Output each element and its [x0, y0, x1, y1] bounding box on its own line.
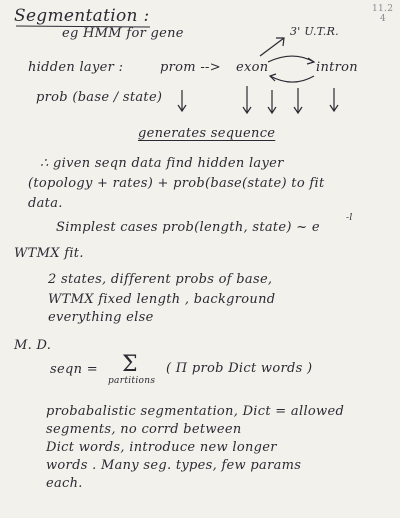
two-states-line: 2 states, different probs of base,	[48, 272, 273, 287]
utr-label: 3' U.T.R.	[290, 25, 339, 38]
exon-intron-arrow-icon	[268, 56, 314, 62]
exponent-label: -l	[346, 213, 353, 223]
page-number-top: 11.2	[372, 4, 394, 14]
pi-prob-expression: ( Π prob Dict words )	[166, 361, 313, 376]
hidden-layer-label: hidden layer :	[28, 60, 124, 75]
simplest-line: Simplest cases prob(length, state) ~ e	[56, 220, 320, 235]
intron-label: intron	[316, 60, 358, 75]
data-line: data.	[28, 196, 63, 211]
prob-base-state-line: prob (base / state)	[36, 90, 163, 105]
dict-words-line: Dict words, introduce new longer	[46, 440, 277, 455]
partitions-label: partitions	[108, 376, 156, 386]
eg-hmm-line: eg HMM for gene	[62, 26, 184, 41]
seqn-eq-label: seqn =	[50, 362, 98, 377]
page-title: Segmentation :	[14, 6, 150, 26]
prom-label: prom -->	[160, 60, 221, 75]
utr-arrow-icon	[260, 38, 284, 56]
given-line: ∴ given seqn data find hidden layer	[40, 156, 284, 171]
wtmx-fixed-line: WTMX fixed length , background	[48, 292, 276, 307]
exon-label: exon	[236, 60, 269, 75]
everything-else-line: everything else	[48, 310, 154, 325]
segments-line: segments, no corrd between	[46, 422, 242, 437]
sigma-symbol: Σ	[122, 352, 138, 377]
page-number: 4	[380, 14, 387, 24]
wtmx-fit-line: WTMX fit.	[14, 246, 84, 261]
generates-sequence-line: generates sequence	[138, 126, 276, 141]
md-label: M. D.	[14, 338, 52, 353]
each-line: each.	[46, 476, 83, 491]
intron-exon-arrow-icon	[270, 76, 314, 82]
utr-arrowhead-icon	[276, 38, 284, 46]
words-line: words . Many seg. types, few params	[46, 458, 302, 473]
probabilistic-line: probabalistic segmentation, Dict = allowed	[46, 404, 345, 419]
topology-line: (topology + rates) + prob(base(state) to fit	[28, 176, 325, 191]
